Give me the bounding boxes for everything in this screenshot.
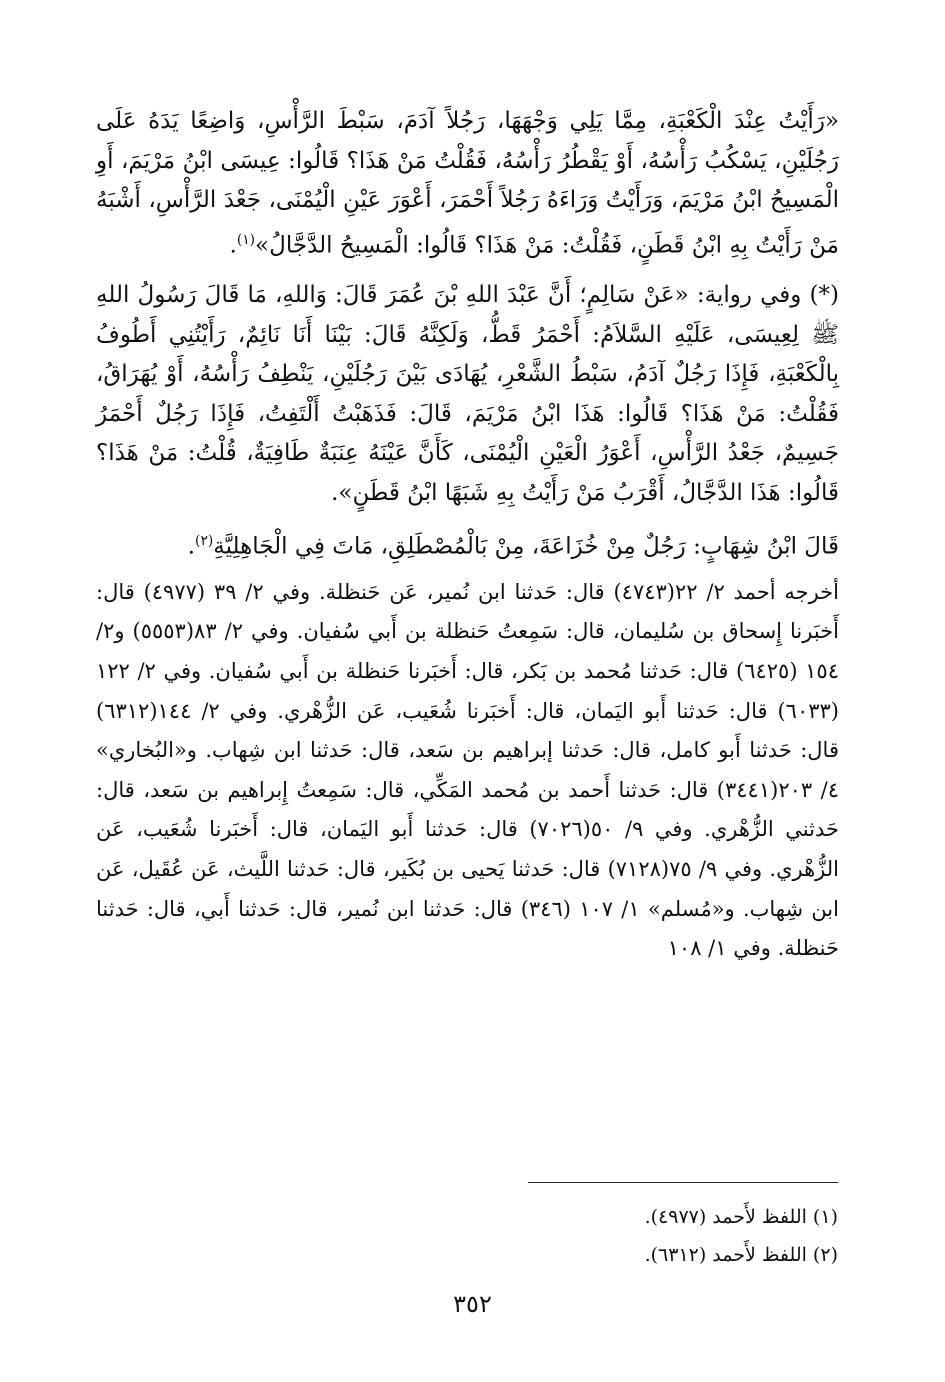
ibn-shihab-tail: . bbox=[187, 533, 196, 560]
paragraph-hadith bbox=[96, 102, 839, 266]
ibn-shihab-text: قَالَ ابْنُ شِهَابٍ: رَجُلٌ مِنْ خُزَاعَةَ، مِنْ بَالْمُصْطَلِقِ، مَاتَ فِي الْجَاهِلِيَّةِ bbox=[213, 533, 839, 560]
main-text bbox=[96, 102, 839, 969]
riwaya-text: (*) وفي رواية: «عَنْ سَالِمٍ؛ أَنَّ عَبْدَ اللهِ بْنَ عُمَرَ قَالَ: وَاللهِ، مَا قَالَ رَسُولُ اللهِ ﷺ لِعِيسَى، عَلَيْهِ السَّلاَمُ: أَحْمَرُ قَطُّ، وَلَكِنَّهُ قَالَ: بَيْنَا أَنَا نَائِمٌ، رَأَيْتُنِي أَطُوفُ بِالْكَعْبَةِ، فَإِذَا رَجُلٌ آدَمُ، سَبْطُ الشَّعْرِ، يُهَادَى بَيْنَ رَجُلَيْنِ، يَنْطِفُ رَأْسُهُ، أَوْ يُهَرَاقُ، فَقُلْتُ: مَنْ هَذَا؟ قَالُوا: هَذَا ابْنُ مَرْيَمَ، قَالَ: فَذَهَبْتُ أَلْتَفِتُ، فَإِذَا رَجُلٌ أَحْمَرُ جَسِيمٌ، جَعْدُ الرَّأْسِ، أَعْوَرُ الْعَيْنِ الْيُمْنَى، كَأَنَّ عَيْنَهُ عِنَبَةٌ طَافِيَةٌ، قُلْتُ: مَنْ هَذَا؟ قَالُوا: هَذَا الدَّجَّالُ، أَقْرَبُ مَنْ رَأَيْتُ بِهِ شَبَهًا ابْنُ قَطَنٍ». bbox=[96, 282, 839, 506]
paragraph-ibn-shihab bbox=[96, 522, 839, 567]
paragraph-takhrij bbox=[96, 573, 839, 969]
page-number: ٣٥٢ bbox=[453, 1290, 492, 1318]
footnote-marker-1[interactable]: (١) bbox=[236, 231, 256, 248]
hadith-tail: . bbox=[229, 232, 237, 259]
footnote-1: (١) اللفظ لأَحمد (٤٩٧٧). bbox=[644, 1206, 838, 1228]
paragraph-riwaya bbox=[96, 276, 839, 514]
footnote-2: (٢) اللفظ لأَحمد (٦٣١٢). bbox=[644, 1244, 838, 1266]
footnotes bbox=[400, 1198, 838, 1274]
footnote-marker-2[interactable]: (٢) bbox=[195, 532, 214, 549]
hadith-text: «رَأَيْتُ عِنْدَ الْكَعْبَةِ، مِمَّا يَلِي وَجْهَهَا، رَجُلاً آدَمَ، سَبْطَ الرَّأْسِ، وَاضِعًا يَدَهُ عَلَى رَجُلَيْنِ، يَسْكُبُ رَأْسُهُ، أَوْ يَقْطُرُ رَأْسُهُ، فَقُلْتُ مَنْ هَذَا؟ قَالُوا: عِيسَى ابْنُ مَرْيَمَ، أَوِ الْمَسِيحُ ابْنُ مَرْيَمَ، وَرَأَيْتُ وَرَاءَهُ رَجُلاً أَحْمَرَ، أَعْوَرَ عَيْنِ الْيُمْنَى، جَعْدَ الرَّأْسِ، أَشْبَهُ مَنْ رَأَيْتُ بِهِ ابْنُ قَطَنٍ، فَقُلْتُ: مَنْ هَذَا؟ قَالُوا: الْمَسِيحُ الدَّجَّالُ» bbox=[96, 108, 839, 259]
takhrij-text: أخرجه أحمد ٢/ ٢٢(٤٧٤٣) قال: حَدثنا ابن نُمير، عَن حَنظلة. وفي ٢/ ٣٩ (٤٩٧٧) قال: أَخبَرنا إِسحاق بن سُليمان، قال: سَمِعتُ حَنظلة بن أَبي سُفيان. وفي ٢/ ٨٣(٥٥٥٣) و٢/ ١٥٤ (٦٤٢٥) قال: حَدثنا مُحمد بن بَكر، قال: أَخبَرنا حَنظلة بن أَبي سُفيان. وفي ٢/ ١٢٢ (٦٠٣٣) قال: حَدثنا أَبو اليَمان، قال: أَخبَرنا شُعَيب، عَن الزُّهْري. وفي ٢/ ١٤٤(٦٣١٢) قال: حَدثنا أَبو كامل، قال: حَدثنا إبراهيم بن سَعد، قال: حَدثنا ابن شِهاب. و«البُخاري» ٤/ ٢٠٣(٣٤٤١) قال: حَدثنا أَحمد بن مُحمد المَكِّي، قال: سَمِعتُ إِبراهيم بن سَعد، قال: حَدثني الزُّهْري. وفي ٩/ ٥٠(٧٠٢٦) قال: حَدثنا أَبو اليَمان، قال: أَخبَرنا شُعَيب، عَن الزُّهْري. وفي ٩/ ٧٥(٧١٢٨) قال: حَدثنا يَحيى بن بُكَير، قال: حَدثنا اللَّيث، عَن عُقَيل، عَن ابن شِهاب. و«مُسلم» ١/ ١٠٧ (٣٤٦) قال: حَدثنا ابن نُمير، قال: حَدثنا أَبي، قال: حَدثنا حَنظلة. وفي ١/ ١٠٨ bbox=[96, 579, 839, 961]
footnote-divider bbox=[528, 1182, 838, 1183]
